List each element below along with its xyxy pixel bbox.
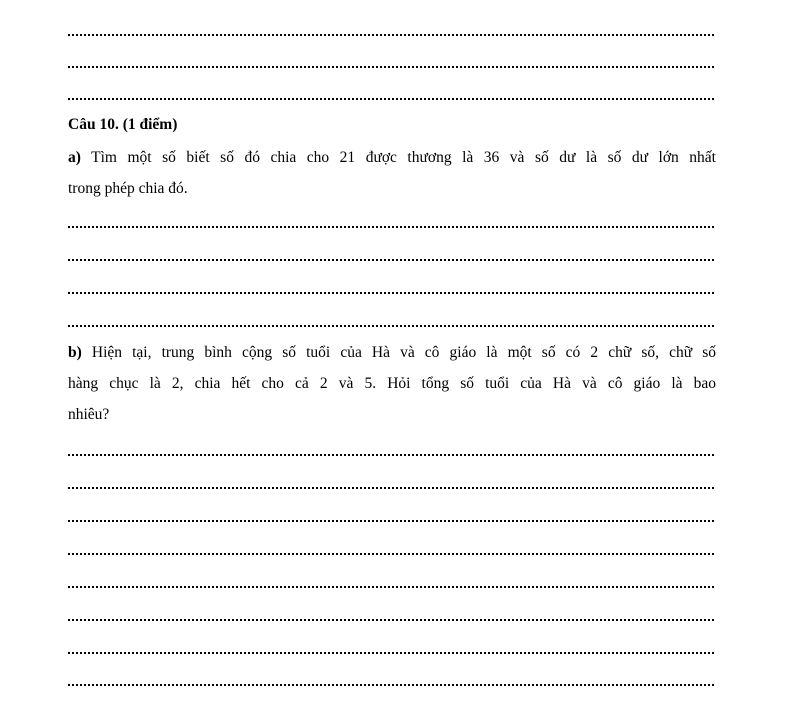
answer-line bbox=[68, 292, 714, 294]
answer-line bbox=[68, 34, 714, 36]
answer-line bbox=[68, 684, 714, 686]
answer-line bbox=[68, 66, 714, 68]
part-b-line-2: hàng chục là 2, chia hết cho cả 2 và 5. Hỏi tổng số tuổi của Hà và cô giáo là bao bbox=[68, 375, 716, 392]
part-b-line-1 bbox=[68, 338, 716, 368]
part-a-label: a) bbox=[68, 149, 81, 166]
answer-line bbox=[68, 98, 714, 100]
answer-line bbox=[68, 520, 714, 522]
answer-line bbox=[68, 226, 714, 228]
part-b-label: b) bbox=[68, 344, 82, 361]
part-b-text-1: Hiện tại, trung bình cộng số tuổi của Hà và cô giáo là một số có 2 chữ số, chữ số bbox=[81, 344, 716, 361]
part-a-line-2: trong phép chia đó. bbox=[68, 180, 188, 197]
answer-line bbox=[68, 325, 714, 327]
question-title: Câu 10. (1 điểm) bbox=[68, 116, 178, 133]
answer-line bbox=[68, 586, 714, 588]
answer-line bbox=[68, 619, 714, 621]
answer-line bbox=[68, 454, 714, 456]
answer-line bbox=[68, 259, 714, 261]
answer-line bbox=[68, 487, 714, 489]
answer-line bbox=[68, 553, 714, 555]
answer-line bbox=[68, 652, 714, 654]
part-b-line-3: nhiêu? bbox=[68, 406, 110, 423]
part-a-text-1: Tìm một số biết số đó chia cho 21 được thương là 36 và số dư là số dư lớn nhất bbox=[80, 149, 716, 166]
part-a-line-1 bbox=[68, 143, 716, 173]
